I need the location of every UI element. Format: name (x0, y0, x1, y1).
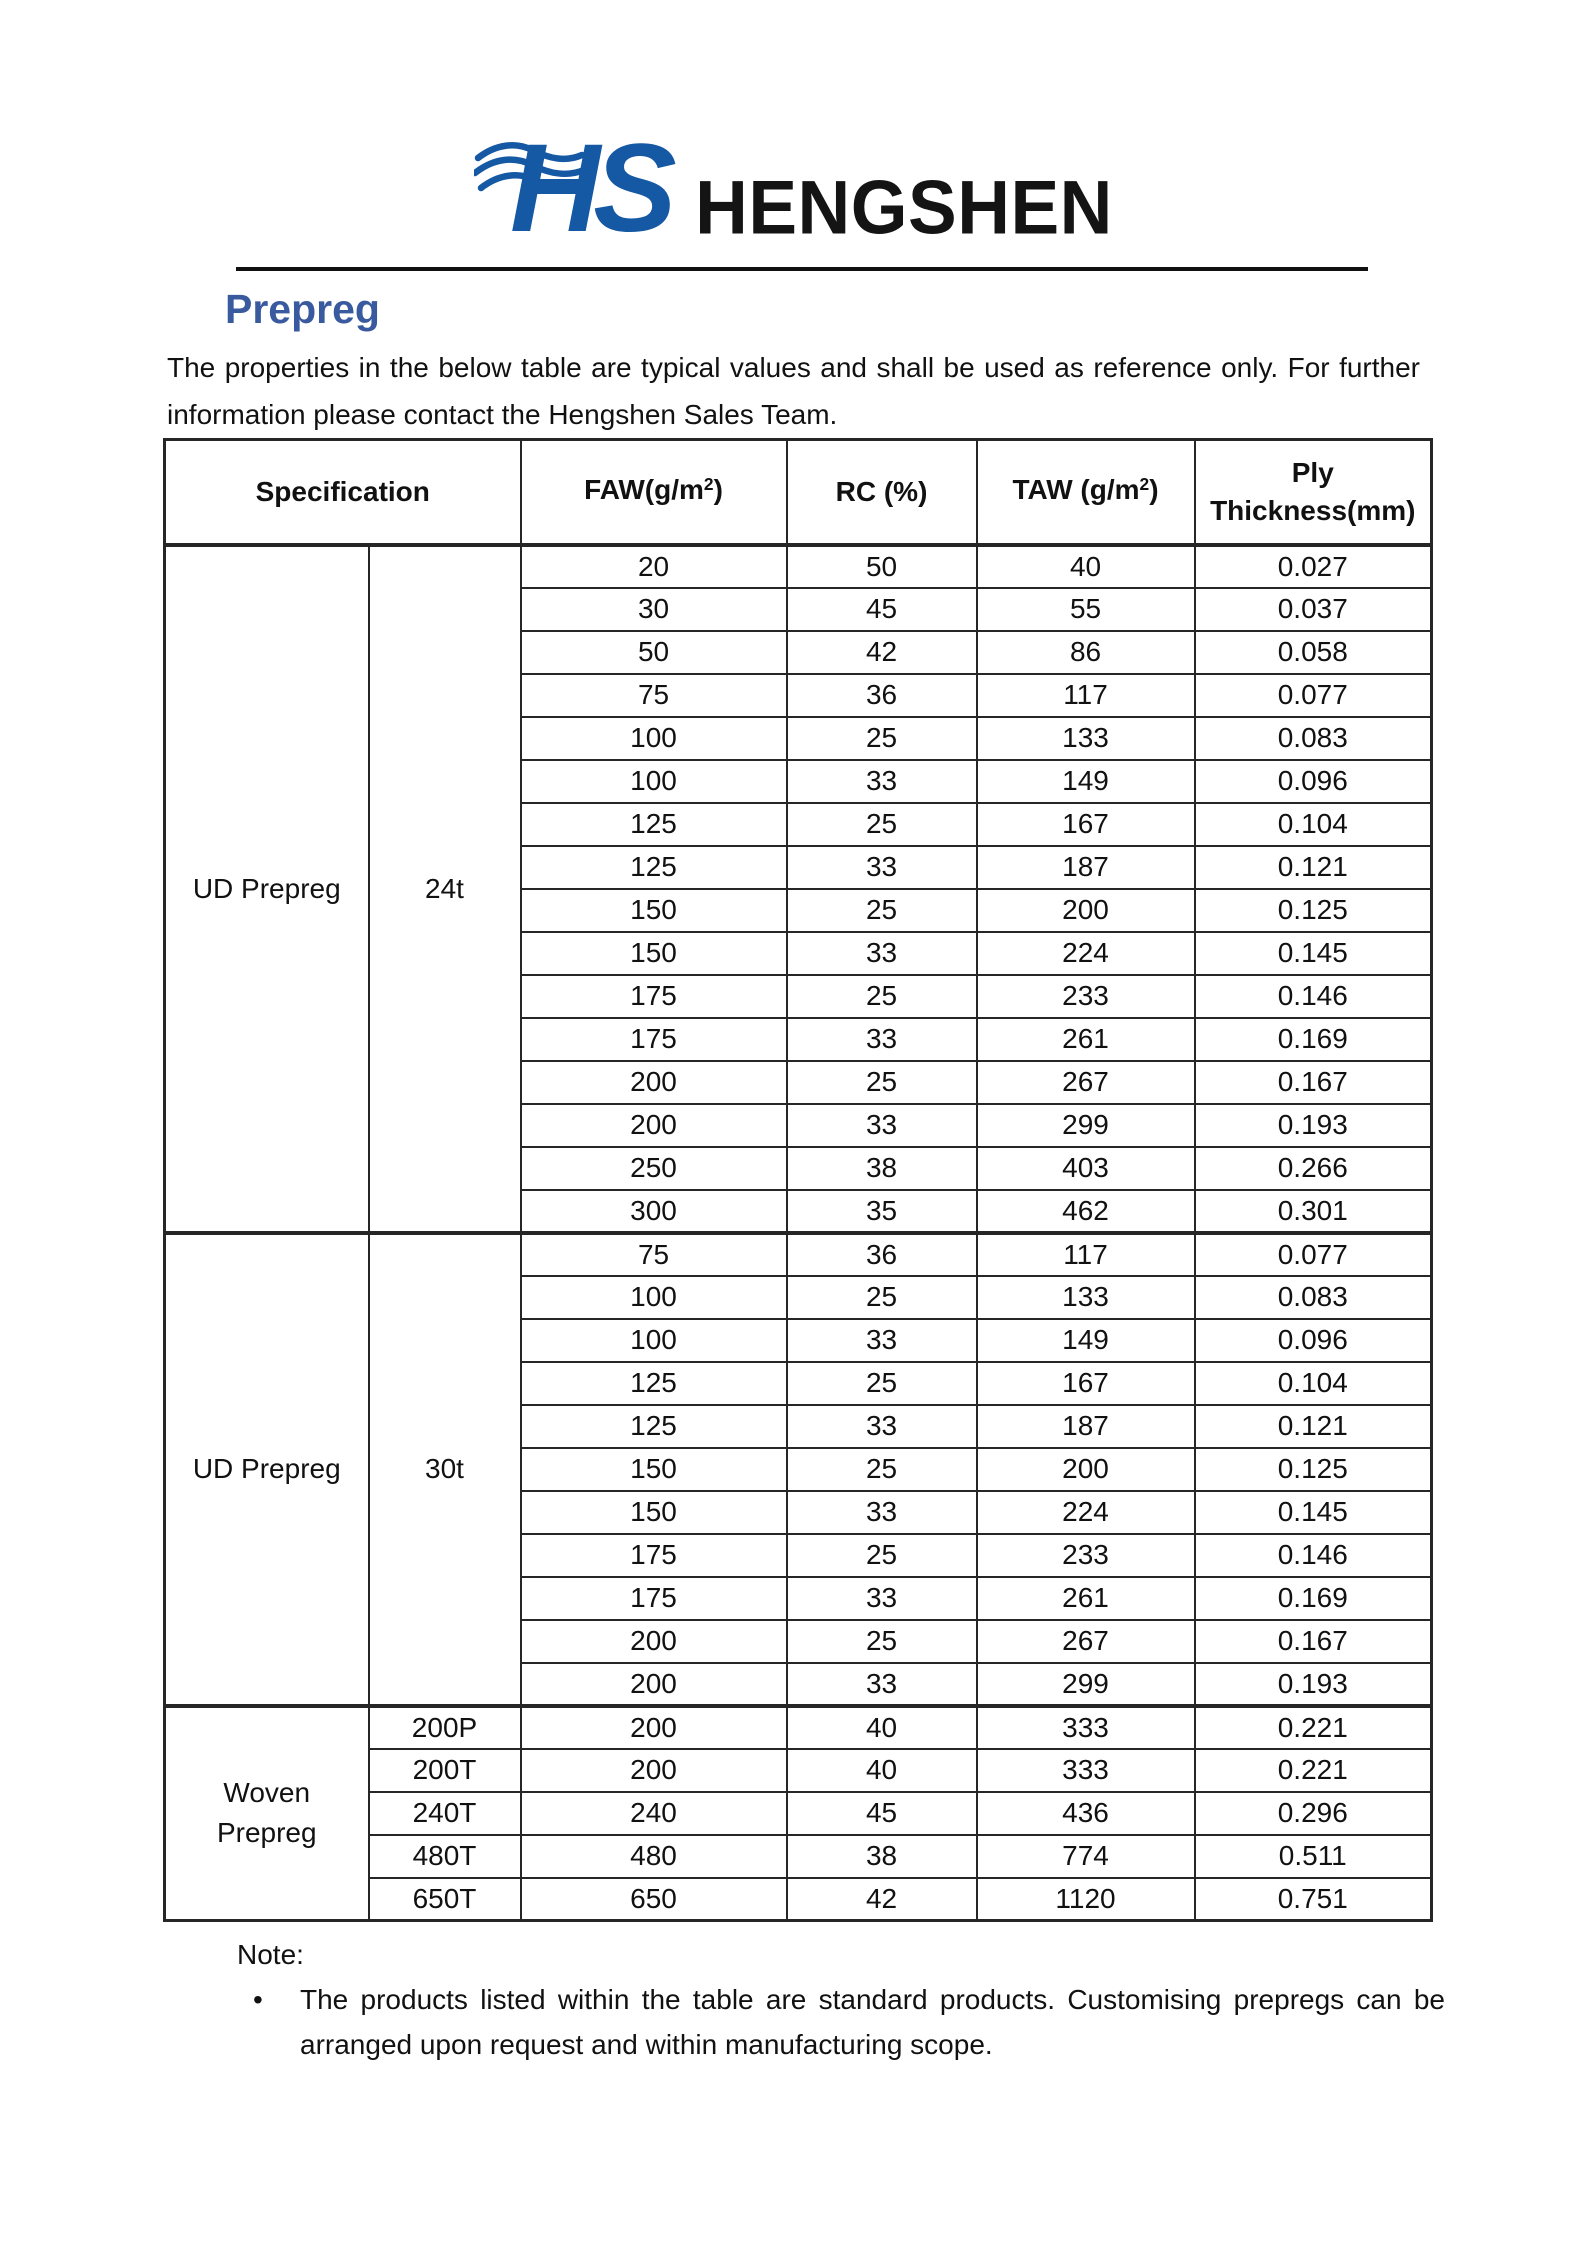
rc-cell: 36 (787, 1233, 977, 1276)
spec-grade-cell: 200P (369, 1706, 521, 1749)
header-rc: RC (%) (787, 440, 977, 545)
ply-cell: 0.096 (1195, 1319, 1432, 1362)
taw-cell: 299 (977, 1663, 1195, 1706)
rc-cell: 45 (787, 1792, 977, 1835)
ply-cell: 0.167 (1195, 1061, 1432, 1104)
header-taw: TAW $(g/m^2)$ (977, 440, 1195, 545)
ply-cell: 0.058 (1195, 631, 1432, 674)
rc-cell: 33 (787, 1491, 977, 1534)
rc-cell: 38 (787, 1835, 977, 1878)
taw-cell: 774 (977, 1835, 1195, 1878)
taw-cell: 261 (977, 1018, 1195, 1061)
ply-cell: 0.511 (1195, 1835, 1432, 1878)
rc-cell: 33 (787, 1577, 977, 1620)
taw-cell: 187 (977, 846, 1195, 889)
faw-cell: 200 (521, 1620, 787, 1663)
faw-cell: 175 (521, 1018, 787, 1061)
table-row (165, 1233, 1432, 1276)
superscript: 2 (1139, 473, 1150, 494)
ply-cell: 0.751 (1195, 1878, 1432, 1921)
rc-cell: 25 (787, 1061, 977, 1104)
rc-cell: 33 (787, 1018, 977, 1061)
faw-cell: 125 (521, 1405, 787, 1448)
ply-cell: 0.221 (1195, 1749, 1432, 1792)
spec-grade-cell: 24t (369, 545, 521, 1233)
ply-cell: 0.083 (1195, 717, 1432, 760)
spec-grade-cell: 650T (369, 1878, 521, 1921)
taw-cell: 117 (977, 1233, 1195, 1276)
faw-cell: 200 (521, 1104, 787, 1147)
rc-cell: 42 (787, 631, 977, 674)
faw-cell: 100 (521, 760, 787, 803)
ply-cell: 0.096 (1195, 760, 1432, 803)
faw-cell: 100 (521, 1319, 787, 1362)
ply-cell: 0.037 (1195, 588, 1432, 631)
taw-cell: 133 (977, 717, 1195, 760)
table-row (165, 545, 1432, 588)
superscript: 2 (703, 473, 714, 494)
ply-cell: 0.169 (1195, 1018, 1432, 1061)
faw-cell: 240 (521, 1792, 787, 1835)
page-title: Prepreg (225, 286, 380, 332)
ply-cell: 0.193 (1195, 1663, 1432, 1706)
ply-cell: 0.104 (1195, 1362, 1432, 1405)
rc-cell: 25 (787, 975, 977, 1018)
faw-cell: 75 (521, 1233, 787, 1276)
ply-cell: 0.169 (1195, 1577, 1432, 1620)
rc-cell: 38 (787, 1147, 977, 1190)
spec-grade-cell: 30t (369, 1233, 521, 1706)
ply-cell: 0.301 (1195, 1190, 1432, 1233)
rc-cell: 45 (787, 588, 977, 631)
logo-wordmark: HENGSHEN (695, 165, 1113, 251)
taw-cell: 299 (977, 1104, 1195, 1147)
taw-cell: 187 (977, 1405, 1195, 1448)
spec-grade-cell: 480T (369, 1835, 521, 1878)
note-item (237, 1977, 1445, 2067)
rc-cell: 42 (787, 1878, 977, 1921)
faw-cell: 125 (521, 803, 787, 846)
spec-group-label: UD Prepreg (192, 872, 341, 904)
header-ply: Ply Thickness(mm) (1195, 440, 1432, 545)
intro-paragraph: The properties in the below table are typical values and shall be used as reference only. For further information please contact the Hengshen Sales Team. (167, 352, 1420, 431)
note-item-text: The products listed within the table are standard products. Customising prepregs can be arranged upon request and within manufacturing scope. (300, 1984, 1445, 2061)
faw-cell: 150 (521, 1448, 787, 1491)
taw-cell: 1120 (977, 1878, 1195, 1921)
taw-cell: 167 (977, 803, 1195, 846)
bullet-icon: • (253, 1984, 263, 2016)
spec-group-cell (165, 545, 369, 1233)
rc-cell: 25 (787, 1620, 977, 1663)
faw-cell: 150 (521, 1491, 787, 1534)
faw-cell: 125 (521, 846, 787, 889)
faw-cell: 125 (521, 1362, 787, 1405)
logo-mark-text: HS (510, 132, 670, 237)
rc-cell: 36 (787, 674, 977, 717)
header-faw: $FAW(g/m^2)$ (521, 440, 787, 545)
taw-cell: 224 (977, 932, 1195, 975)
taw-cell: 40 (977, 545, 1195, 588)
rc-cell: 25 (787, 1276, 977, 1319)
rc-cell: 40 (787, 1749, 977, 1792)
ply-cell: 0.125 (1195, 1448, 1432, 1491)
faw-cell: 150 (521, 889, 787, 932)
ply-cell: 0.167 (1195, 1620, 1432, 1663)
rc-cell: 25 (787, 1448, 977, 1491)
faw-cell: 175 (521, 975, 787, 1018)
rc-cell: 40 (787, 1706, 977, 1749)
rc-cell: 50 (787, 545, 977, 588)
taw-cell: 333 (977, 1706, 1195, 1749)
taw-cell: 55 (977, 588, 1195, 631)
divider-rule (236, 267, 1368, 271)
spec-grade-cell: 240T (369, 1792, 521, 1835)
rc-cell: 33 (787, 760, 977, 803)
rc-cell: 25 (787, 1362, 977, 1405)
taw-cell: 86 (977, 631, 1195, 674)
ply-cell: 0.121 (1195, 1405, 1432, 1448)
ply-cell: 0.145 (1195, 932, 1432, 975)
ply-cell: 0.193 (1195, 1104, 1432, 1147)
faw-cell: 200 (521, 1749, 787, 1792)
taw-cell: 233 (977, 975, 1195, 1018)
faw-cell: 300 (521, 1190, 787, 1233)
ply-cell: 0.077 (1195, 1233, 1432, 1276)
table-row (165, 1706, 1432, 1749)
faw-cell: 250 (521, 1147, 787, 1190)
rc-cell: 25 (787, 1534, 977, 1577)
taw-cell: 117 (977, 674, 1195, 717)
taw-cell: 149 (977, 760, 1195, 803)
ply-cell: 0.104 (1195, 803, 1432, 846)
ply-cell: 0.266 (1195, 1147, 1432, 1190)
company-logo (0, 85, 1587, 251)
taw-cell: 167 (977, 1362, 1195, 1405)
faw-cell: 175 (521, 1534, 787, 1577)
faw-cell: 150 (521, 932, 787, 975)
ply-cell: 0.083 (1195, 1276, 1432, 1319)
faw-cell: 650 (521, 1878, 787, 1921)
taw-cell: 462 (977, 1190, 1195, 1233)
faw-cell: 480 (521, 1835, 787, 1878)
faw-cell: 200 (521, 1706, 787, 1749)
taw-cell: 333 (977, 1749, 1195, 1792)
rc-cell: 33 (787, 1663, 977, 1706)
rc-cell: 25 (787, 889, 977, 932)
taw-cell: 200 (977, 1448, 1195, 1491)
spec-group-label: Woven Prepreg (216, 1777, 317, 1849)
spec-group-cell (165, 1233, 369, 1706)
spec-grade-cell: 200T (369, 1749, 521, 1792)
taw-cell: 200 (977, 889, 1195, 932)
taw-cell: 436 (977, 1792, 1195, 1835)
ply-cell: 0.125 (1195, 889, 1432, 932)
faw-cell: 50 (521, 631, 787, 674)
spec-group-cell (165, 1706, 369, 1921)
rc-cell: 33 (787, 932, 977, 975)
spec-group-label: UD Prepreg (192, 1453, 341, 1485)
rc-cell: 35 (787, 1190, 977, 1233)
ply-cell: 0.296 (1195, 1792, 1432, 1835)
faw-cell: 20 (521, 545, 787, 588)
faw-cell: 100 (521, 717, 787, 760)
table-header-row (165, 440, 1432, 545)
hs-logo-mark (474, 132, 679, 237)
ply-cell: 0.077 (1195, 674, 1432, 717)
note-list (237, 1977, 1445, 2067)
faw-cell: 175 (521, 1577, 787, 1620)
rc-cell: 33 (787, 1319, 977, 1362)
rc-cell: 33 (787, 1104, 977, 1147)
ply-cell: 0.146 (1195, 975, 1432, 1018)
ply-cell: 0.145 (1195, 1491, 1432, 1534)
prepreg-table-body (165, 545, 1432, 1921)
ply-cell: 0.146 (1195, 1534, 1432, 1577)
rc-cell: 33 (787, 846, 977, 889)
header-specification (165, 440, 521, 545)
taw-cell: 403 (977, 1147, 1195, 1190)
taw-cell: 261 (977, 1577, 1195, 1620)
faw-cell: 75 (521, 674, 787, 717)
note-label: Note: (237, 1939, 304, 1971)
faw-cell: 200 (521, 1663, 787, 1706)
faw-cell: 100 (521, 1276, 787, 1319)
ply-cell: 0.221 (1195, 1706, 1432, 1749)
header-specification-label: Specification (255, 475, 430, 507)
faw-cell: 30 (521, 588, 787, 631)
faw-cell: 200 (521, 1061, 787, 1104)
rc-cell: 33 (787, 1405, 977, 1448)
ply-cell: 0.027 (1195, 545, 1432, 588)
prepreg-table (163, 438, 1433, 1922)
ply-cell: 0.121 (1195, 846, 1432, 889)
taw-cell: 224 (977, 1491, 1195, 1534)
rc-cell: 25 (787, 803, 977, 846)
taw-cell: 149 (977, 1319, 1195, 1362)
taw-cell: 267 (977, 1061, 1195, 1104)
taw-cell: 133 (977, 1276, 1195, 1319)
taw-cell: 267 (977, 1620, 1195, 1663)
rc-cell: 25 (787, 717, 977, 760)
taw-cell: 233 (977, 1534, 1195, 1577)
